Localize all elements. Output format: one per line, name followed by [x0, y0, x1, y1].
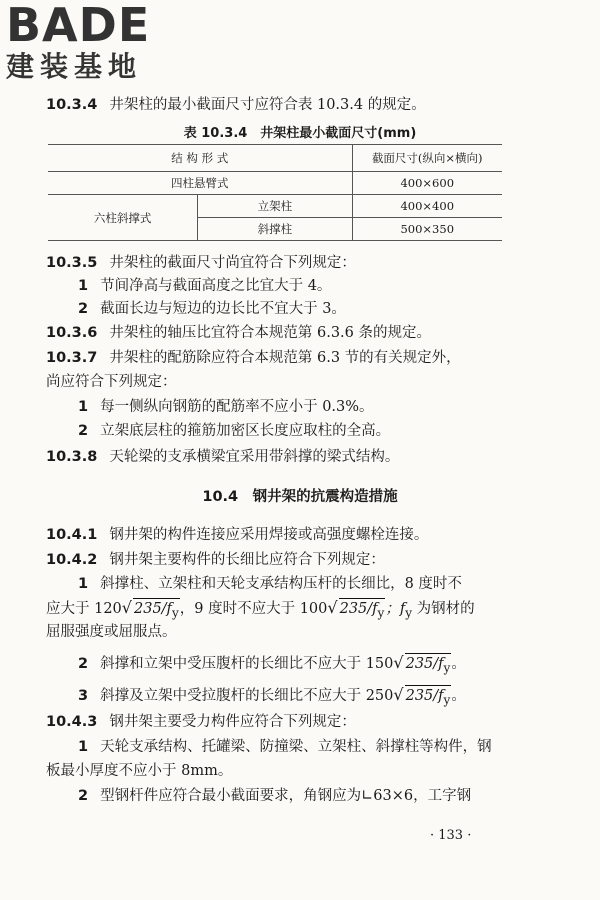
sqrt-body: 235/f [405, 688, 444, 704]
section-size-table [48, 144, 502, 241]
page-number: · 133 · [430, 828, 472, 843]
radical-sign: √ [393, 653, 404, 672]
text-run: 应大于 120 [46, 601, 122, 617]
cell-size: 400×600 [352, 172, 502, 195]
header-size: 截面尺寸(纵向×横向) [352, 145, 502, 172]
clause-text: 钢井架主要构件的长细比应符合下列规定： [109, 552, 385, 568]
sqrt-subscript: y [377, 605, 385, 620]
item-number: 2 [78, 788, 89, 804]
sqrt-subscript: y [443, 660, 451, 675]
logo [6, 2, 176, 88]
item-number: 2 [78, 301, 89, 317]
sqrt-body: 235/f [405, 656, 444, 672]
clause-10-4-2 [46, 550, 556, 570]
sqrt-subscript: y [171, 605, 179, 620]
item-text: 截面长边与短边的边长比不宜大于 3。 [100, 301, 346, 317]
radical-sign: √ [121, 598, 132, 617]
text-run: 为钢材的 [412, 601, 475, 617]
logo-sub: 建装基地 [6, 50, 143, 83]
radical-sign: √ [327, 598, 338, 617]
clause-10-3-5 [46, 253, 556, 273]
sqrt-body: 235/f [134, 601, 172, 617]
clause-10-3-6 [46, 323, 556, 343]
item-text: 型钢杆件应符合最小截面要求，角钢应为∟63×6，工字钢 [100, 788, 472, 804]
clause-text: 钢井架的构件连接应采用焊接或高强度螺栓连接。 [109, 527, 429, 543]
clause-number: 10.4.2 [46, 552, 98, 568]
table-header-row [48, 145, 502, 172]
clause-10-3-7 [46, 348, 556, 368]
cell-form: 四柱悬臂式 [48, 172, 352, 195]
item-10-4-2-1 [78, 574, 558, 594]
item-text: 斜撑及立架中受拉腹杆的长细比不应大于 250 [100, 688, 394, 704]
item-10-4-3-1 [78, 737, 558, 757]
text-run: 。 [451, 656, 466, 672]
item-text: 立架底层柱的箍筋加密区长度应取柱的全高。 [100, 423, 391, 439]
clause-number: 10.4.3 [46, 714, 98, 730]
item-10-4-3-2 [78, 786, 558, 806]
radical-sign: √ [393, 685, 404, 704]
sqrt-expression [133, 598, 180, 623]
table-row [48, 172, 502, 195]
item-10-4-3-1-line2: 板最小厚度不应小于 8mm。 [46, 763, 233, 779]
clause-text: 天轮梁的支承横梁宜采用带斜撑的梁式结构。 [109, 449, 400, 465]
cell-size: 400×400 [352, 195, 502, 218]
item-number: 3 [78, 688, 89, 704]
clause-10-3-8 [46, 447, 556, 467]
item-10-4-2-1-line2 [46, 598, 556, 623]
text-run: 。 [451, 688, 466, 704]
clause-text: 井架柱的最小截面尺寸应符合表 10.3.4 的规定。 [109, 97, 426, 113]
cell-subform: 立架柱 [198, 195, 352, 218]
table-caption: 表 10.3.4 井架柱最小截面尺寸(mm) [183, 126, 417, 141]
sqrt-subscript: y [443, 692, 451, 707]
table-row [48, 195, 502, 218]
clause-text: 井架柱的配筋除应符合本规范第 6.3 节的有关规定外， [109, 350, 461, 366]
item-10-3-5-2 [78, 299, 558, 319]
item-number: 1 [78, 739, 89, 755]
sqrt-body: 235/f [339, 601, 378, 617]
clause-number: 10.3.5 [46, 255, 98, 271]
item-10-4-2-1-line3: 屈服强度或屈服点。 [46, 624, 177, 640]
sqrt-expression [339, 598, 386, 623]
cell-form: 六柱斜撑式 [48, 195, 198, 241]
item-text: 节间净高与截面高度之比宜大于 4。 [100, 278, 332, 294]
item-number: 1 [78, 576, 89, 592]
cell-size: 500×350 [352, 218, 502, 241]
clause-10-3-4 [46, 95, 556, 115]
item-10-3-7-1 [78, 397, 558, 417]
clause-text: 井架柱的轴压比宜符合本规范第 6.3.6 条的规定。 [109, 325, 431, 341]
fy-subscript: y [405, 605, 413, 620]
item-number: 2 [78, 656, 89, 672]
item-10-4-2-2 [78, 653, 558, 678]
clause-number: 10.4.1 [46, 527, 98, 543]
item-text: 斜撑柱、立架柱和天轮支承结构压杆的长细比，8 度时不 [100, 576, 462, 592]
sqrt-expression [405, 653, 452, 678]
item-text: 每一侧纵向钢筋的配筋率不应小于 0.3%。 [100, 399, 374, 415]
clause-text: 井架柱的截面尺寸尚宜符合下列规定： [109, 255, 356, 271]
item-10-3-7-2 [78, 421, 558, 441]
item-10-4-2-3 [78, 685, 558, 710]
clause-number: 10.3.6 [46, 325, 98, 341]
clause-10-4-1 [46, 525, 556, 545]
sqrt-expression [405, 685, 452, 710]
header-form: 结 构 形 式 [48, 145, 352, 172]
item-10-3-5-1 [78, 276, 558, 296]
item-text: 斜撑和立架中受压腹杆的长细比不应大于 150 [100, 656, 394, 672]
item-number: 1 [78, 278, 89, 294]
clause-number: 10.3.7 [46, 350, 98, 366]
clause-10-3-7-cont: 尚应符合下列规定： [46, 374, 177, 390]
clause-text: 钢井架主要受力构件应符合下列规定： [109, 714, 356, 730]
item-number: 2 [78, 423, 89, 439]
logo-main: BADE [6, 0, 151, 52]
clause-number: 10.3.4 [46, 97, 98, 113]
cell-subform: 斜撑柱 [198, 218, 352, 241]
text-run: ；f [385, 601, 406, 617]
section-heading: 10.4 钢井架的抗震构造措施 [202, 489, 398, 505]
item-text: 天轮支承结构、托罐梁、防撞梁、立架柱、斜撑柱等构件，钢 [100, 739, 492, 755]
clause-10-4-3 [46, 712, 556, 732]
item-number: 1 [78, 399, 89, 415]
clause-number: 10.3.8 [46, 449, 98, 465]
text-run: ，9 度时不应大于 100 [179, 601, 328, 617]
